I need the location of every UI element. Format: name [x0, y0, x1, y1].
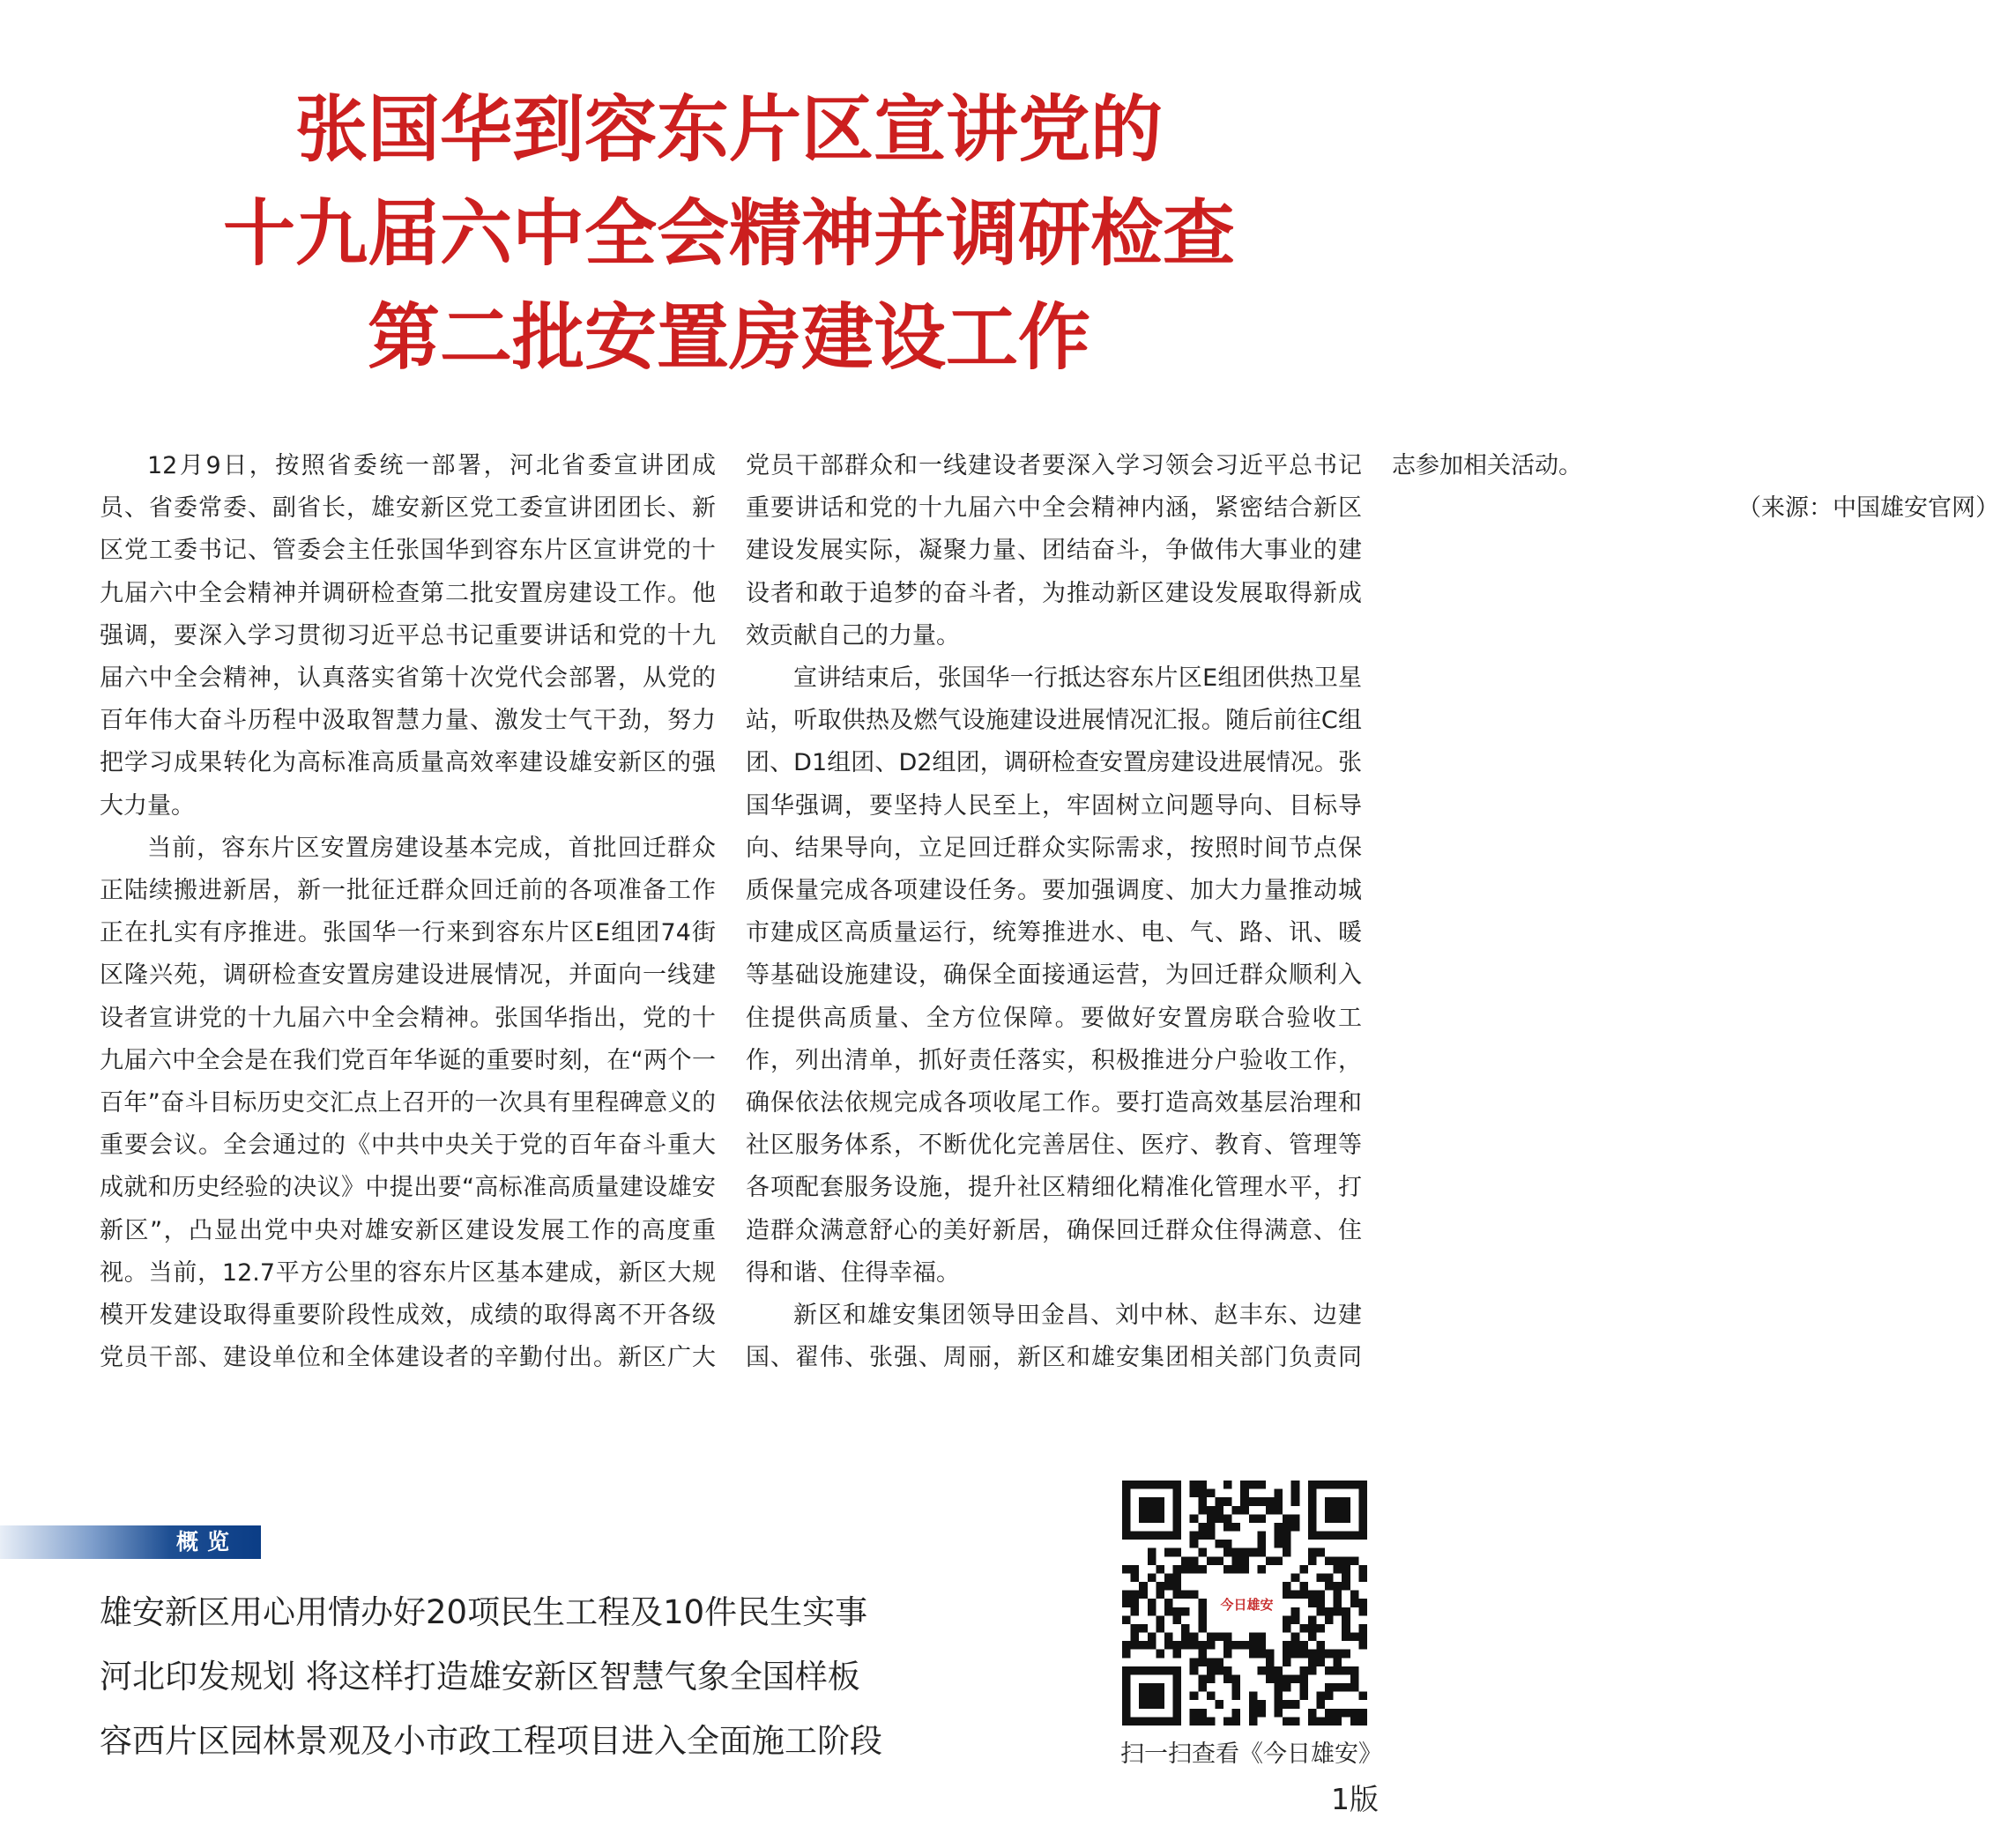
headline	[0, 78, 1458, 390]
overview-headlines	[100, 1595, 1052, 1788]
overview-label: 概览	[176, 1529, 239, 1555]
overview-headline-3[interactable]: 容西片区园林景观及小市政工程项目进入全面施工阶段	[100, 1722, 882, 1760]
overview-section-bar	[0, 1525, 261, 1559]
qr-logo: 今日雄安	[1212, 1583, 1282, 1627]
page-number: 1版	[1331, 1782, 1379, 1816]
article-paragraph-3: 宣讲结束后，张国华一行抵达容东片区E组团供热卫星站，听取供热及燃气设施建设进展情况汇报。随后前往C组团、D1组团、D2组团，调研检查安置房建设进展情况。张国华强调，要坚持人民至上，牢固树立问题导向、目标导向、结果导向，立足回迁群众实际需求，按照时间节点保质保量完成各项建设任务。要加强调度、加大力量推动城市建成区高质量运行，统筹推进水、电、气、路、讯、暖等基础设施建设，确保全面接通运营，为回迁群众顺利入住提供高质量、全方位保障。要做好安置房联合验收工作，列出清单，抓好责任落实，积极推进分户验收工作，确保依法依规完成各项收尾工作。要打造高效基层治理和社区服务体系，不断优化完善居住、医疗、教育、管理等各项配套服务设施，提升社区精细化精准化管理水平，打造群众满意舒心的美好新居，确保回迁群众住得满意、住得和谐、住得幸福。	[746, 664, 1362, 1287]
article-paragraph-4: 新区和雄安集团领导田金昌、刘中林、赵丰东、边建国、翟伟、张强、周丽，新区和雄安集团相关部门负责同志参加相关活动。	[746, 452, 1582, 1372]
article-paragraph-1: 12月9日，按照省委统一部署，河北省委宣讲团成员、省委常委、副省长，雄安新区党工委宣讲团团长、新区党工委书记、管委会主任张国华到容东片区宣讲党的十九届六中全会精神并调研检查第二批安置房建设工作。他强调，要深入学习贯彻习近平总书记重要讲话和党的十九届六中全会精神，认真落实省第十次党代会部署，从党的百年伟大奋斗历程中汲取智慧力量、激发士气干劲，努力把学习成果转化为高标准高质量高效率建设雄安新区的强大力量。	[100, 452, 716, 820]
overview-headline-2[interactable]: 河北印发规划 将这样打造雄安新区智慧气象全国样板	[100, 1658, 860, 1696]
article-paragraph-2: 当前，容东片区安置房建设基本完成，首批回迁群众正陆续搬进新居，新一批征迁群众回迁前的各项准备工作正在扎实有序推进。张国华一行来到容东片区E组团74街区隆兴苑，调研检查安置房建设进展情况，并面向一线建设者宣讲党的十九届六中全会精神。张国华指出，党的十九届六中全会是在我们党百年华诞的重要时刻，在“两个一百年”奋斗目标历史交汇点上召开的一次具有里程碑意义的重要会议。全会通过的《中共中央关于党的百年奋斗重大成就和历史经验的决议》中提出要“高标准高质量建设雄安新区”，凸显出党中央对雄安新区建设发展工作的高度重视。当前，12.7平方公里的容东片区基本建成，新区大规模开发建设取得重要阶段性成效，成绩的取得离不开各级党员干部、建设单位和全体建设者的辛勤付出。新区广大党员干部群众和一线建设者要深入学习领会习近平总书记重要讲话和党的十九届六中全会精神内涵，紧密结合新区建设发展实际，凝聚力量、团结奋斗，争做伟大事业的建设者和敢于追梦的奋斗者，为推动新区建设发展取得新成效贡献自己的力量。	[100, 452, 1362, 1372]
article-source: （来源：中国雄安官网）	[1737, 494, 1999, 523]
overview-headline-1[interactable]: 雄安新区用心用情办好20项民生工程及10件民生实事	[100, 1593, 868, 1631]
qr-caption: 扫一扫查看《今日雄安》	[1120, 1740, 1382, 1768]
article-body	[100, 445, 1999, 1414]
headline-line-1: 张国华到容东片区宣讲党的	[294, 87, 1163, 172]
headline-line-2: 十九届六中全会精神并调研检查	[222, 191, 1235, 276]
headline-line-3: 第二批安置房建设工作	[367, 295, 1090, 380]
